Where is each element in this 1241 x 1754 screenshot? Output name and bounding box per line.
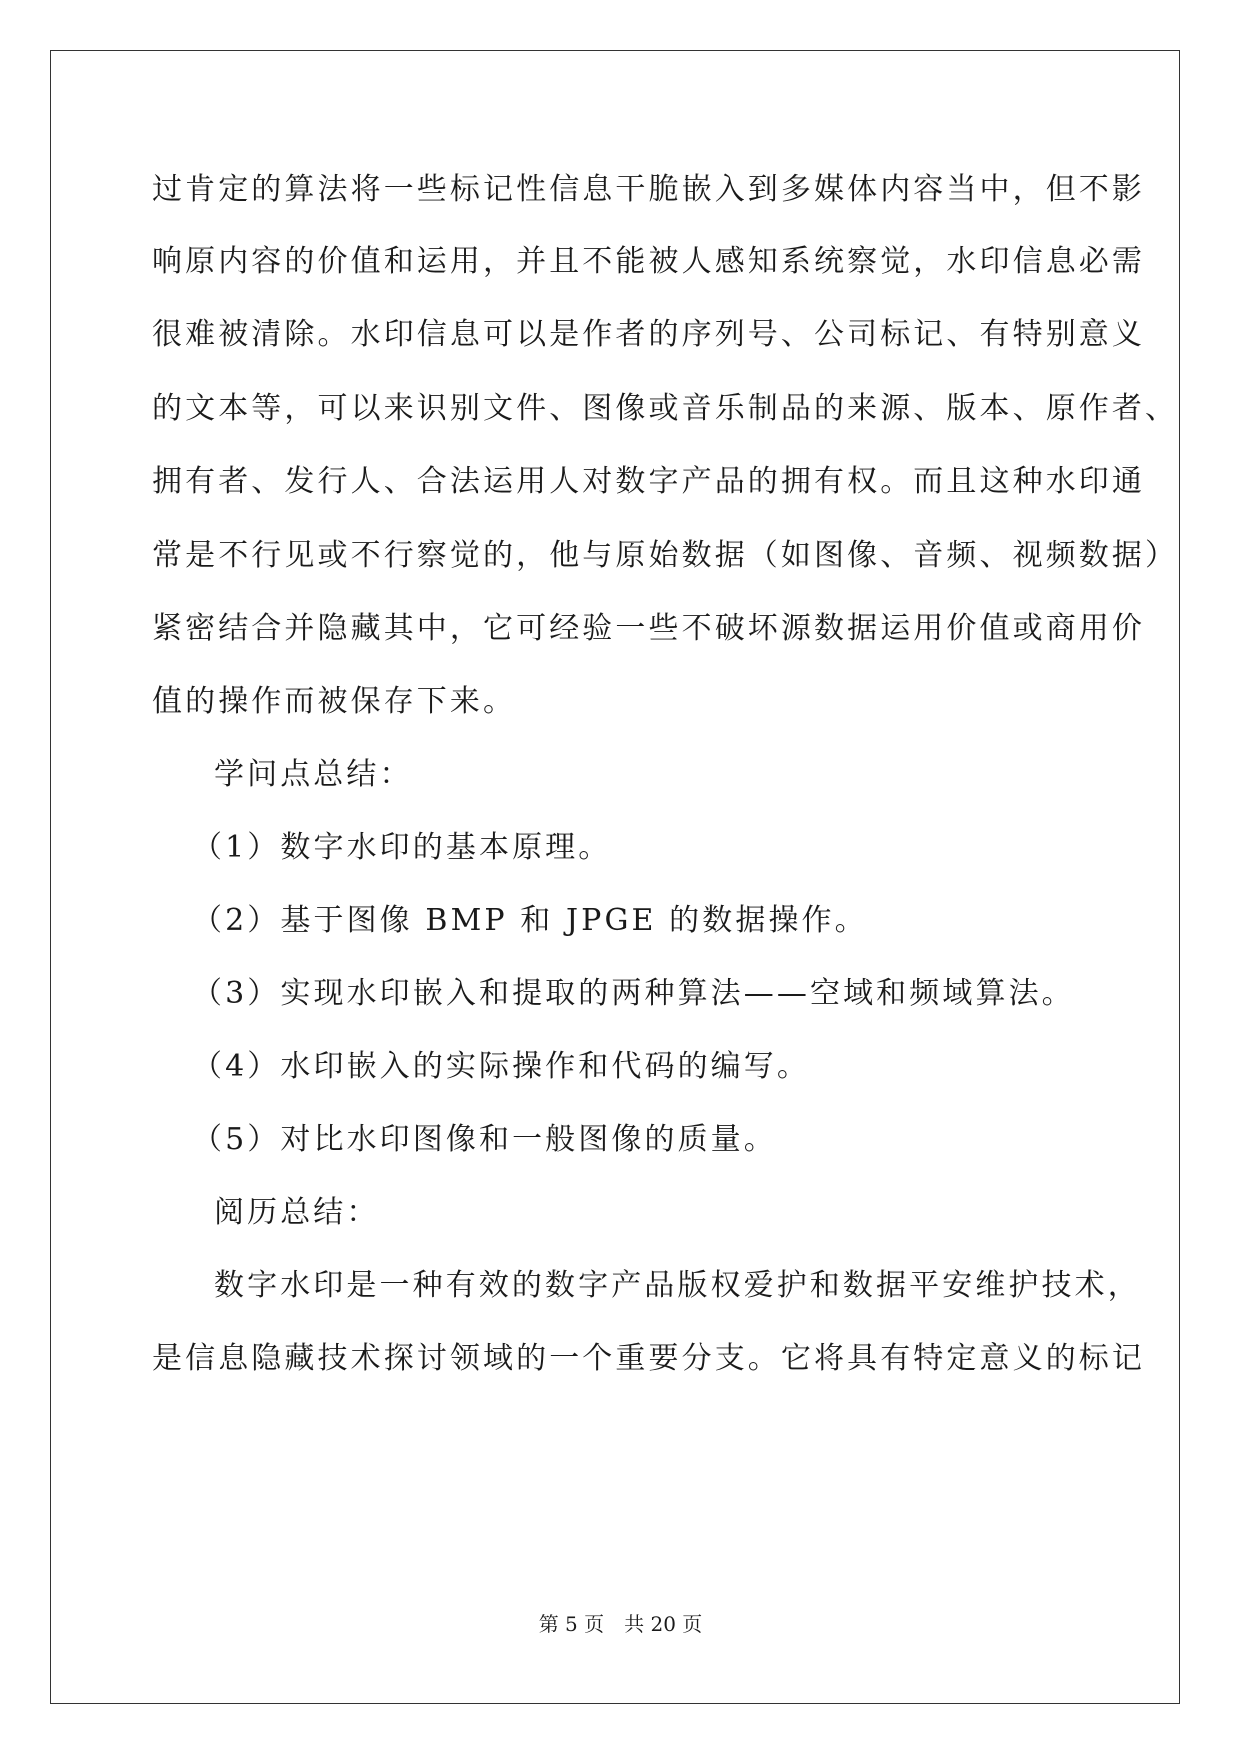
paragraph-line: 数字水印是一种有效的数字产品版权爱护和数据平安维护技术， <box>214 1268 1141 1303</box>
knowledge-item: （3）实现水印嵌入和提取的两种算法——空域和频域算法。 <box>192 976 1075 1011</box>
paragraph-line: 很难被清除。水印信息可以是作者的序列号、公司标记、有特别意义 <box>152 317 1145 352</box>
paragraph-line: 拥有者、发行人、合法运用人对数字产品的拥有权。而且这种水印通 <box>152 464 1145 499</box>
page-number: 第 5 页 <box>538 1612 605 1636</box>
knowledge-item: （2）基于图像 BMP 和 JPGE 的数据操作。 <box>192 903 868 938</box>
paragraph-line: 响原内容的价值和运用，并且不能被人感知系统察觉，水印信息必需 <box>152 244 1145 279</box>
page-total: 共 20 页 <box>624 1612 703 1636</box>
paragraph-line: 的文本等，可以来识别文件、图像或音乐制品的来源、版本、原作者、 <box>152 391 1179 426</box>
knowledge-item: （5）对比水印图像和一般图像的质量。 <box>192 1122 777 1157</box>
knowledge-item: （1）数字水印的基本原理。 <box>192 830 612 865</box>
paragraph-line: 是信息隐藏技术探讨领域的一个重要分支。它将具有特定意义的标记 <box>152 1341 1145 1376</box>
paragraph-line: 紧密结合并隐藏其中，它可经验一些不破坏源数据运用价值或商用价 <box>152 611 1145 646</box>
paragraph-line: 常是不行见或不行察觉的，他与原始数据（如图像、音频、视频数据） <box>152 538 1179 573</box>
paragraph-line: 值的操作而被保存下来。 <box>152 684 517 719</box>
knowledge-summary-heading: 学问点总结： <box>214 757 413 792</box>
page-border <box>50 50 1180 1704</box>
paragraph-line: 过肯定的算法将一些标记性信息干脆嵌入到多媒体内容当中，但不影 <box>152 172 1145 207</box>
experience-summary-heading: 阅历总结： <box>214 1195 380 1230</box>
knowledge-item: （4）水印嵌入的实际操作和代码的编写。 <box>192 1049 810 1084</box>
page-footer <box>0 1611 1241 1637</box>
